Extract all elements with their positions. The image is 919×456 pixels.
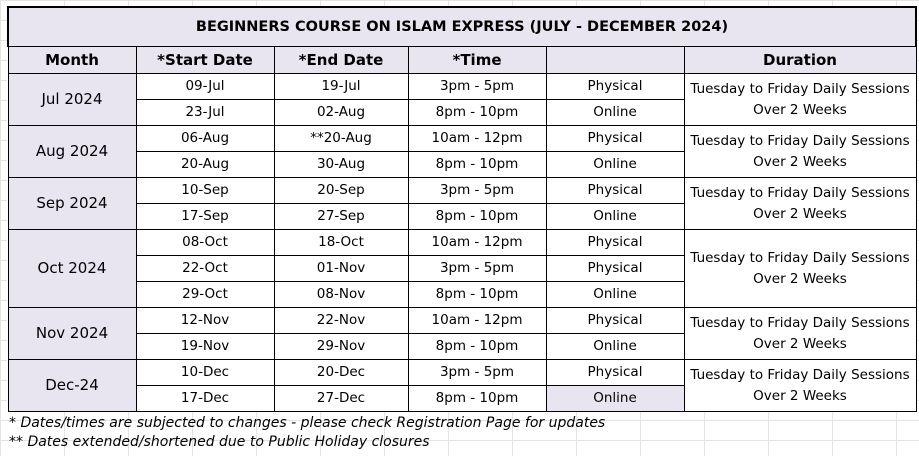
duration-cell: Tuesday to Friday Daily Sessions Over 2 Weeks bbox=[684, 360, 916, 412]
time-cell: 8pm - 10pm bbox=[408, 152, 546, 178]
time-cell: 3pm - 5pm bbox=[408, 360, 546, 386]
mode-cell: Online bbox=[546, 386, 684, 412]
table-row bbox=[8, 178, 916, 204]
table-row bbox=[8, 74, 916, 100]
time-cell: 8pm - 10pm bbox=[408, 100, 546, 126]
end-date-cell: 08-Nov bbox=[274, 282, 408, 308]
end-date-cell: 01-Nov bbox=[274, 256, 408, 282]
mode-cell: Online bbox=[546, 282, 684, 308]
time-cell: 3pm - 5pm bbox=[408, 256, 546, 282]
month-cell: Oct 2024 bbox=[8, 230, 136, 308]
mode-cell: Physical bbox=[546, 178, 684, 204]
schedule-table bbox=[7, 6, 917, 412]
start-date-cell: 23-Jul bbox=[136, 100, 274, 126]
start-date-cell: 10-Sep bbox=[136, 178, 274, 204]
duration-cell: Tuesday to Friday Daily Sessions Over 2 Weeks bbox=[684, 74, 916, 126]
start-date-cell: 19-Nov bbox=[136, 334, 274, 360]
mode-cell: Physical bbox=[546, 126, 684, 152]
footnote-dates-change: * Dates/times are subjected to changes - please check Registration Page for updates bbox=[9, 415, 606, 431]
duration-cell: Tuesday to Friday Daily Sessions Over 2 Weeks bbox=[684, 230, 916, 308]
start-date-cell: 10-Dec bbox=[136, 360, 274, 386]
mode-cell: Online bbox=[546, 152, 684, 178]
time-cell: 8pm - 10pm bbox=[408, 204, 546, 230]
duration-cell: Tuesday to Friday Daily Sessions Over 2 Weeks bbox=[684, 308, 916, 360]
month-cell: Dec-24 bbox=[8, 360, 136, 412]
duration-cell: Tuesday to Friday Daily Sessions Over 2 Weeks bbox=[684, 178, 916, 230]
end-date-cell: **20-Aug bbox=[274, 126, 408, 152]
mode-cell: Physical bbox=[546, 74, 684, 100]
end-date-cell: 20-Sep bbox=[274, 178, 408, 204]
time-cell: 10am - 12pm bbox=[408, 308, 546, 334]
table-row bbox=[8, 230, 916, 256]
start-date-cell: 17-Dec bbox=[136, 386, 274, 412]
table-row bbox=[8, 360, 916, 386]
start-date-cell: 12-Nov bbox=[136, 308, 274, 334]
end-date-cell: 22-Nov bbox=[274, 308, 408, 334]
start-date-cell: 20-Aug bbox=[136, 152, 274, 178]
header-time: *Time bbox=[408, 47, 546, 74]
time-cell: 10am - 12pm bbox=[408, 230, 546, 256]
mode-cell: Online bbox=[546, 204, 684, 230]
end-date-cell: 20-Dec bbox=[274, 360, 408, 386]
mode-cell: Physical bbox=[546, 230, 684, 256]
header-mode bbox=[546, 47, 684, 74]
start-date-cell: 17-Sep bbox=[136, 204, 274, 230]
mode-cell: Online bbox=[546, 334, 684, 360]
month-cell: Nov 2024 bbox=[8, 308, 136, 360]
time-cell: 8pm - 10pm bbox=[408, 386, 546, 412]
table-title: BEGINNERS COURSE ON ISLAM EXPRESS (JULY - DECEMBER 2024) bbox=[8, 7, 916, 47]
start-date-cell: 29-Oct bbox=[136, 282, 274, 308]
month-cell: Jul 2024 bbox=[8, 74, 136, 126]
duration-cell: Tuesday to Friday Daily Sessions Over 2 Weeks bbox=[684, 126, 916, 178]
end-date-cell: 29-Nov bbox=[274, 334, 408, 360]
mode-cell: Physical bbox=[546, 360, 684, 386]
time-cell: 3pm - 5pm bbox=[408, 74, 546, 100]
start-date-cell: 09-Jul bbox=[136, 74, 274, 100]
end-date-cell: 02-Aug bbox=[274, 100, 408, 126]
time-cell: 8pm - 10pm bbox=[408, 282, 546, 308]
time-cell: 3pm - 5pm bbox=[408, 178, 546, 204]
end-date-cell: 27-Dec bbox=[274, 386, 408, 412]
start-date-cell: 06-Aug bbox=[136, 126, 274, 152]
header-month: Month bbox=[8, 47, 136, 74]
start-date-cell: 22-Oct bbox=[136, 256, 274, 282]
mode-cell: Physical bbox=[546, 308, 684, 334]
end-date-cell: 18-Oct bbox=[274, 230, 408, 256]
header-duration: Duration bbox=[684, 47, 916, 74]
month-cell: Aug 2024 bbox=[8, 126, 136, 178]
end-date-cell: 19-Jul bbox=[274, 74, 408, 100]
time-cell: 8pm - 10pm bbox=[408, 334, 546, 360]
table-row bbox=[8, 308, 916, 334]
time-cell: 10am - 12pm bbox=[408, 126, 546, 152]
table-row bbox=[8, 126, 916, 152]
header-start-date: *Start Date bbox=[136, 47, 274, 74]
mode-cell: Online bbox=[546, 100, 684, 126]
footnote-public-holiday: ** Dates extended/shortened due to Public Holiday closures bbox=[9, 434, 430, 450]
end-date-cell: 27-Sep bbox=[274, 204, 408, 230]
end-date-cell: 30-Aug bbox=[274, 152, 408, 178]
mode-cell: Physical bbox=[546, 256, 684, 282]
start-date-cell: 08-Oct bbox=[136, 230, 274, 256]
header-end-date: *End Date bbox=[274, 47, 408, 74]
month-cell: Sep 2024 bbox=[8, 178, 136, 230]
